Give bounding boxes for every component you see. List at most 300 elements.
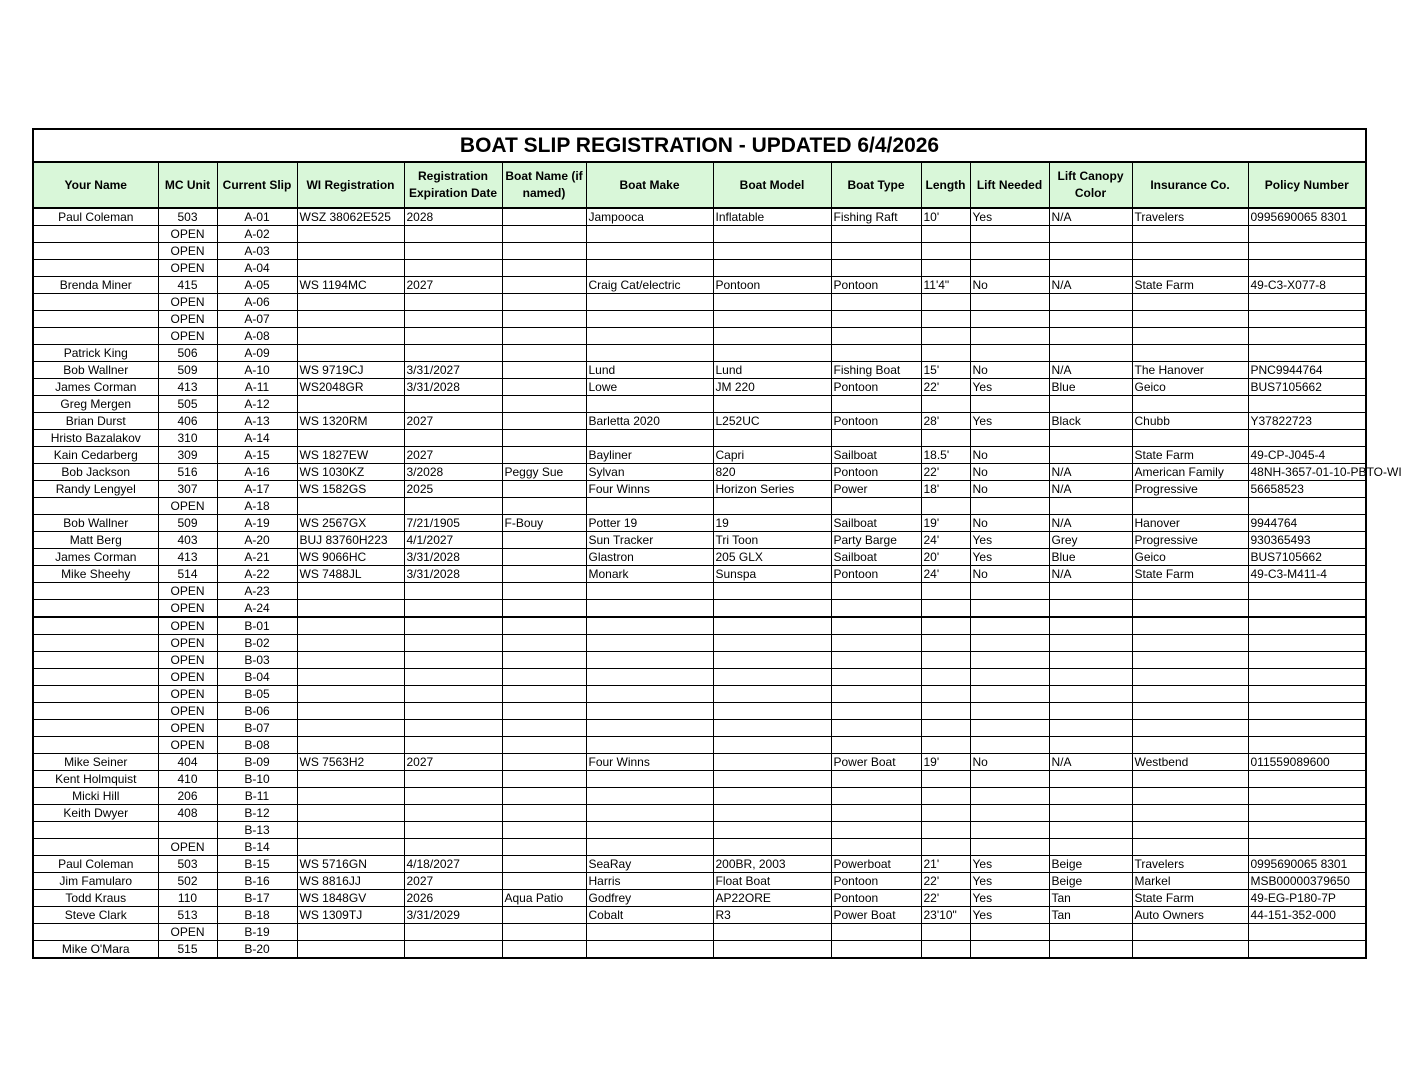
- page-title: BOAT SLIP REGISTRATION - UPDATED 6/4/2026: [33, 129, 1366, 162]
- expiration-cell: [404, 498, 502, 515]
- length-cell: 18': [921, 481, 970, 498]
- mc-unit-cell: 403: [158, 532, 217, 549]
- mc-unit-cell: 506: [158, 345, 217, 362]
- policy-cell: 011559089600: [1248, 754, 1366, 771]
- boat-make-cell: [586, 600, 713, 618]
- slip-cell: B-16: [217, 873, 297, 890]
- expiration-cell: 2027: [404, 413, 502, 430]
- policy-cell: [1248, 703, 1366, 720]
- boat-type-cell: [831, 396, 921, 413]
- wi-registration-cell: WS 5716GN: [297, 856, 404, 873]
- insurance-cell: [1132, 498, 1248, 515]
- boat-model-cell: [713, 703, 831, 720]
- name-cell: Bob Wallner: [33, 362, 158, 379]
- table-row: [33, 328, 1366, 345]
- boat-model-cell: JM 220: [713, 379, 831, 396]
- column-header-current-slip: Current Slip: [217, 162, 297, 208]
- boat-model-cell: [713, 822, 831, 839]
- table-row: [33, 294, 1366, 311]
- length-cell: [921, 720, 970, 737]
- boat-make-cell: SeaRay: [586, 856, 713, 873]
- boat-make-cell: Harris: [586, 873, 713, 890]
- boat-make-cell: [586, 669, 713, 686]
- mc-unit-cell: 514: [158, 566, 217, 583]
- boat-model-cell: [713, 635, 831, 652]
- policy-cell: [1248, 345, 1366, 362]
- lift-needed-cell: Yes: [970, 856, 1049, 873]
- insurance-cell: Geico: [1132, 379, 1248, 396]
- boat-make-cell: [586, 822, 713, 839]
- name-cell: [33, 839, 158, 856]
- boat-model-cell: [713, 430, 831, 447]
- mc-unit-cell: 410: [158, 771, 217, 788]
- wi-registration-cell: [297, 396, 404, 413]
- boat-make-cell: [586, 924, 713, 941]
- expiration-cell: 4/1/2027: [404, 532, 502, 549]
- expiration-cell: [404, 617, 502, 635]
- table-row: [33, 873, 1366, 890]
- canopy-color-cell: N/A: [1049, 277, 1132, 294]
- boat-make-cell: [586, 839, 713, 856]
- table-row: [33, 907, 1366, 924]
- name-cell: Paul Coleman: [33, 208, 158, 226]
- policy-cell: 0995690065 8301: [1248, 208, 1366, 226]
- insurance-cell: [1132, 430, 1248, 447]
- name-cell: Paul Coleman: [33, 856, 158, 873]
- mc-unit-cell: 509: [158, 362, 217, 379]
- canopy-color-cell: [1049, 788, 1132, 805]
- slip-cell: A-07: [217, 311, 297, 328]
- length-cell: [921, 839, 970, 856]
- insurance-cell: [1132, 635, 1248, 652]
- table-row: [33, 379, 1366, 396]
- wi-registration-cell: WS 1827EW: [297, 447, 404, 464]
- lift-needed-cell: [970, 226, 1049, 243]
- policy-cell: 49-C3-M411-4: [1248, 566, 1366, 583]
- wi-registration-cell: WS 1582GS: [297, 481, 404, 498]
- insurance-cell: Geico: [1132, 549, 1248, 566]
- boat-make-cell: [586, 294, 713, 311]
- boat-name-cell: Peggy Sue: [502, 464, 586, 481]
- name-cell: [33, 311, 158, 328]
- boat-model-cell: [713, 345, 831, 362]
- mc-unit-cell: OPEN: [158, 583, 217, 600]
- boat-type-cell: [831, 294, 921, 311]
- insurance-cell: [1132, 822, 1248, 839]
- boat-make-cell: Lowe: [586, 379, 713, 396]
- table-row: [33, 839, 1366, 856]
- wi-registration-cell: WS 1320RM: [297, 413, 404, 430]
- mc-unit-cell: 513: [158, 907, 217, 924]
- boat-type-cell: Power Boat: [831, 754, 921, 771]
- boat-type-cell: [831, 617, 921, 635]
- boat-name-cell: [502, 805, 586, 822]
- name-cell: Randy Lengyel: [33, 481, 158, 498]
- boat-model-cell: Horizon Series: [713, 481, 831, 498]
- mc-unit-cell: 505: [158, 396, 217, 413]
- length-cell: 10': [921, 208, 970, 226]
- slip-cell: A-13: [217, 413, 297, 430]
- lift-needed-cell: [970, 617, 1049, 635]
- length-cell: 19': [921, 754, 970, 771]
- table-row: [33, 805, 1366, 822]
- boat-model-cell: [713, 771, 831, 788]
- slip-cell: B-03: [217, 652, 297, 669]
- expiration-cell: [404, 260, 502, 277]
- table-row: [33, 583, 1366, 600]
- slip-cell: A-11: [217, 379, 297, 396]
- slip-cell: B-09: [217, 754, 297, 771]
- length-cell: 28': [921, 413, 970, 430]
- insurance-cell: [1132, 311, 1248, 328]
- wi-registration-cell: WS 2567GX: [297, 515, 404, 532]
- mc-unit-cell: 408: [158, 805, 217, 822]
- canopy-color-cell: [1049, 771, 1132, 788]
- length-cell: [921, 583, 970, 600]
- boat-type-cell: Power: [831, 481, 921, 498]
- boat-type-cell: [831, 345, 921, 362]
- lift-needed-cell: [970, 822, 1049, 839]
- policy-cell: [1248, 294, 1366, 311]
- mc-unit-cell: OPEN: [158, 669, 217, 686]
- slip-cell: A-21: [217, 549, 297, 566]
- expiration-cell: [404, 652, 502, 669]
- wi-registration-cell: [297, 703, 404, 720]
- slip-cell: B-10: [217, 771, 297, 788]
- boat-name-cell: [502, 652, 586, 669]
- boat-model-cell: [713, 805, 831, 822]
- boat-name-cell: [502, 208, 586, 226]
- name-cell: Patrick King: [33, 345, 158, 362]
- wi-registration-cell: [297, 771, 404, 788]
- table-row: [33, 498, 1366, 515]
- name-cell: [33, 243, 158, 260]
- boat-name-cell: [502, 396, 586, 413]
- canopy-color-cell: [1049, 600, 1132, 618]
- registration-sheet: [32, 128, 1402, 959]
- slip-cell: A-24: [217, 600, 297, 618]
- lift-needed-cell: [970, 737, 1049, 754]
- table-row: [33, 720, 1366, 737]
- boat-type-cell: [831, 771, 921, 788]
- insurance-cell: [1132, 924, 1248, 941]
- mc-unit-cell: 110: [158, 890, 217, 907]
- length-cell: [921, 669, 970, 686]
- wi-registration-cell: WS 7488JL: [297, 566, 404, 583]
- table-row: [33, 532, 1366, 549]
- length-cell: 19': [921, 515, 970, 532]
- name-cell: Jim Famularo: [33, 873, 158, 890]
- lift-needed-cell: Yes: [970, 890, 1049, 907]
- canopy-color-cell: [1049, 294, 1132, 311]
- canopy-color-cell: [1049, 396, 1132, 413]
- name-cell: [33, 226, 158, 243]
- lift-needed-cell: [970, 771, 1049, 788]
- length-cell: 22': [921, 873, 970, 890]
- boat-make-cell: Sylvan: [586, 464, 713, 481]
- slip-cell: B-06: [217, 703, 297, 720]
- policy-cell: [1248, 652, 1366, 669]
- boat-type-cell: [831, 243, 921, 260]
- policy-cell: 0995690065 8301: [1248, 856, 1366, 873]
- boat-model-cell: [713, 600, 831, 618]
- lift-needed-cell: [970, 600, 1049, 618]
- boat-make-cell: [586, 243, 713, 260]
- table-row: [33, 396, 1366, 413]
- length-cell: [921, 430, 970, 447]
- boat-name-cell: [502, 856, 586, 873]
- wi-registration-cell: WSZ 38062E525: [297, 208, 404, 226]
- boat-type-cell: [831, 260, 921, 277]
- insurance-cell: [1132, 669, 1248, 686]
- boat-name-cell: [502, 754, 586, 771]
- wi-registration-cell: [297, 720, 404, 737]
- name-cell: [33, 924, 158, 941]
- boat-make-cell: Glastron: [586, 549, 713, 566]
- mc-unit-cell: OPEN: [158, 617, 217, 635]
- mc-unit-cell: 502: [158, 873, 217, 890]
- mc-unit-cell: OPEN: [158, 703, 217, 720]
- insurance-cell: [1132, 686, 1248, 703]
- lift-needed-cell: [970, 260, 1049, 277]
- length-cell: [921, 686, 970, 703]
- mc-unit-cell: 509: [158, 515, 217, 532]
- wi-registration-cell: [297, 805, 404, 822]
- boat-type-cell: Pontoon: [831, 890, 921, 907]
- length-cell: 20': [921, 549, 970, 566]
- table-row: [33, 822, 1366, 839]
- boat-type-cell: [831, 720, 921, 737]
- wi-registration-cell: [297, 652, 404, 669]
- boat-make-cell: [586, 703, 713, 720]
- canopy-color-cell: [1049, 311, 1132, 328]
- lift-needed-cell: [970, 243, 1049, 260]
- lift-needed-cell: [970, 839, 1049, 856]
- slip-cell: A-14: [217, 430, 297, 447]
- boat-model-cell: Capri: [713, 447, 831, 464]
- boat-make-cell: [586, 226, 713, 243]
- policy-cell: 56658523: [1248, 481, 1366, 498]
- canopy-color-cell: [1049, 720, 1132, 737]
- name-cell: Bob Jackson: [33, 464, 158, 481]
- insurance-cell: [1132, 941, 1248, 959]
- boat-model-cell: [713, 294, 831, 311]
- length-cell: 15': [921, 362, 970, 379]
- name-cell: Todd Kraus: [33, 890, 158, 907]
- table-row: [33, 447, 1366, 464]
- boat-name-cell: [502, 532, 586, 549]
- wi-registration-cell: WS 1194MC: [297, 277, 404, 294]
- boat-type-cell: [831, 924, 921, 941]
- boat-name-cell: [502, 566, 586, 583]
- insurance-cell: [1132, 652, 1248, 669]
- length-cell: 24': [921, 566, 970, 583]
- mc-unit-cell: OPEN: [158, 498, 217, 515]
- insurance-cell: Chubb: [1132, 413, 1248, 430]
- length-cell: [921, 243, 970, 260]
- insurance-cell: [1132, 703, 1248, 720]
- canopy-color-cell: [1049, 635, 1132, 652]
- column-header-registration-expiration-date: Registration Expiration Date: [404, 162, 502, 208]
- lift-needed-cell: Yes: [970, 208, 1049, 226]
- mc-unit-cell: 413: [158, 379, 217, 396]
- boat-model-cell: 205 GLX: [713, 549, 831, 566]
- slip-cell: A-10: [217, 362, 297, 379]
- lift-needed-cell: [970, 583, 1049, 600]
- length-cell: [921, 822, 970, 839]
- insurance-cell: The Hanover: [1132, 362, 1248, 379]
- lift-needed-cell: No: [970, 277, 1049, 294]
- boat-model-cell: [713, 583, 831, 600]
- canopy-color-cell: N/A: [1049, 481, 1132, 498]
- registration-table: [32, 128, 1402, 959]
- policy-cell: [1248, 583, 1366, 600]
- insurance-cell: [1132, 226, 1248, 243]
- expiration-cell: [404, 941, 502, 959]
- boat-make-cell: [586, 328, 713, 345]
- lift-needed-cell: [970, 941, 1049, 959]
- boat-make-cell: Monark: [586, 566, 713, 583]
- wi-registration-cell: WS 1848GV: [297, 890, 404, 907]
- expiration-cell: [404, 328, 502, 345]
- expiration-cell: [404, 839, 502, 856]
- insurance-cell: Travelers: [1132, 208, 1248, 226]
- insurance-cell: [1132, 771, 1248, 788]
- expiration-cell: [404, 805, 502, 822]
- canopy-color-cell: Black: [1049, 413, 1132, 430]
- header-row: [33, 162, 1366, 208]
- boat-model-cell: [713, 498, 831, 515]
- column-header-length: Length: [921, 162, 970, 208]
- boat-type-cell: [831, 498, 921, 515]
- expiration-cell: [404, 771, 502, 788]
- wi-registration-cell: WS 1309TJ: [297, 907, 404, 924]
- boat-make-cell: Cobalt: [586, 907, 713, 924]
- name-cell: [33, 686, 158, 703]
- slip-cell: A-03: [217, 243, 297, 260]
- wi-registration-cell: WS 9066HC: [297, 549, 404, 566]
- boat-make-cell: [586, 430, 713, 447]
- length-cell: [921, 328, 970, 345]
- policy-cell: [1248, 396, 1366, 413]
- length-cell: [921, 600, 970, 618]
- lift-needed-cell: Yes: [970, 907, 1049, 924]
- expiration-cell: [404, 583, 502, 600]
- column-header-lift-needed: Lift Needed: [970, 162, 1049, 208]
- boat-make-cell: [586, 941, 713, 959]
- boat-make-cell: [586, 583, 713, 600]
- canopy-color-cell: [1049, 737, 1132, 754]
- lift-needed-cell: [970, 686, 1049, 703]
- expiration-cell: [404, 430, 502, 447]
- mc-unit-cell: OPEN: [158, 243, 217, 260]
- boat-name-cell: [502, 277, 586, 294]
- table-row: [33, 566, 1366, 583]
- policy-cell: [1248, 498, 1366, 515]
- insurance-cell: [1132, 617, 1248, 635]
- expiration-cell: [404, 720, 502, 737]
- slip-cell: A-16: [217, 464, 297, 481]
- length-cell: 24': [921, 532, 970, 549]
- boat-type-cell: [831, 669, 921, 686]
- boat-model-cell: Pontoon: [713, 277, 831, 294]
- column-header-wi-registration: WI Registration: [297, 162, 404, 208]
- wi-registration-cell: [297, 226, 404, 243]
- policy-cell: BUS7105662: [1248, 549, 1366, 566]
- expiration-cell: [404, 703, 502, 720]
- insurance-cell: American Family: [1132, 464, 1248, 481]
- canopy-color-cell: [1049, 447, 1132, 464]
- insurance-cell: [1132, 294, 1248, 311]
- policy-cell: 44-151-352-000: [1248, 907, 1366, 924]
- length-cell: [921, 703, 970, 720]
- boat-type-cell: Pontoon: [831, 566, 921, 583]
- policy-cell: 930365493: [1248, 532, 1366, 549]
- table-body: [33, 208, 1402, 958]
- boat-make-cell: [586, 771, 713, 788]
- boat-name-cell: [502, 549, 586, 566]
- wi-registration-cell: [297, 924, 404, 941]
- boat-name-cell: [502, 226, 586, 243]
- name-cell: Brenda Miner: [33, 277, 158, 294]
- table-row: [33, 345, 1366, 362]
- boat-model-cell: [713, 243, 831, 260]
- policy-cell: [1248, 822, 1366, 839]
- mc-unit-cell: 503: [158, 208, 217, 226]
- policy-cell: 49-EG-P180-7P: [1248, 890, 1366, 907]
- length-cell: [921, 941, 970, 959]
- lift-needed-cell: Yes: [970, 549, 1049, 566]
- boat-model-cell: AP22ORE: [713, 890, 831, 907]
- lift-needed-cell: [970, 805, 1049, 822]
- mc-unit-cell: 309: [158, 447, 217, 464]
- boat-make-cell: [586, 686, 713, 703]
- boat-name-cell: [502, 498, 586, 515]
- boat-name-cell: [502, 583, 586, 600]
- slip-cell: B-08: [217, 737, 297, 754]
- expiration-cell: 2028: [404, 208, 502, 226]
- policy-cell: [1248, 260, 1366, 277]
- mc-unit-cell: OPEN: [158, 328, 217, 345]
- lift-needed-cell: [970, 396, 1049, 413]
- boat-type-cell: [831, 805, 921, 822]
- name-cell: James Corman: [33, 379, 158, 396]
- name-cell: [33, 600, 158, 618]
- policy-cell: [1248, 941, 1366, 959]
- name-cell: [33, 617, 158, 635]
- canopy-color-cell: [1049, 924, 1132, 941]
- boat-model-cell: Inflatable: [713, 208, 831, 226]
- wi-registration-cell: [297, 294, 404, 311]
- boat-name-cell: [502, 703, 586, 720]
- name-cell: Kain Cedarberg: [33, 447, 158, 464]
- slip-cell: A-20: [217, 532, 297, 549]
- policy-cell: 49-CP-J045-4: [1248, 447, 1366, 464]
- slip-cell: B-07: [217, 720, 297, 737]
- name-cell: Mike Sheehy: [33, 566, 158, 583]
- table-row: [33, 635, 1366, 652]
- boat-name-cell: [502, 771, 586, 788]
- boat-make-cell: Barletta 2020: [586, 413, 713, 430]
- policy-cell: [1248, 328, 1366, 345]
- expiration-cell: [404, 635, 502, 652]
- table-row: [33, 413, 1366, 430]
- canopy-color-cell: [1049, 345, 1132, 362]
- boat-type-cell: [831, 703, 921, 720]
- mc-unit-cell: 206: [158, 788, 217, 805]
- length-cell: [921, 226, 970, 243]
- boat-type-cell: Fishing Raft: [831, 208, 921, 226]
